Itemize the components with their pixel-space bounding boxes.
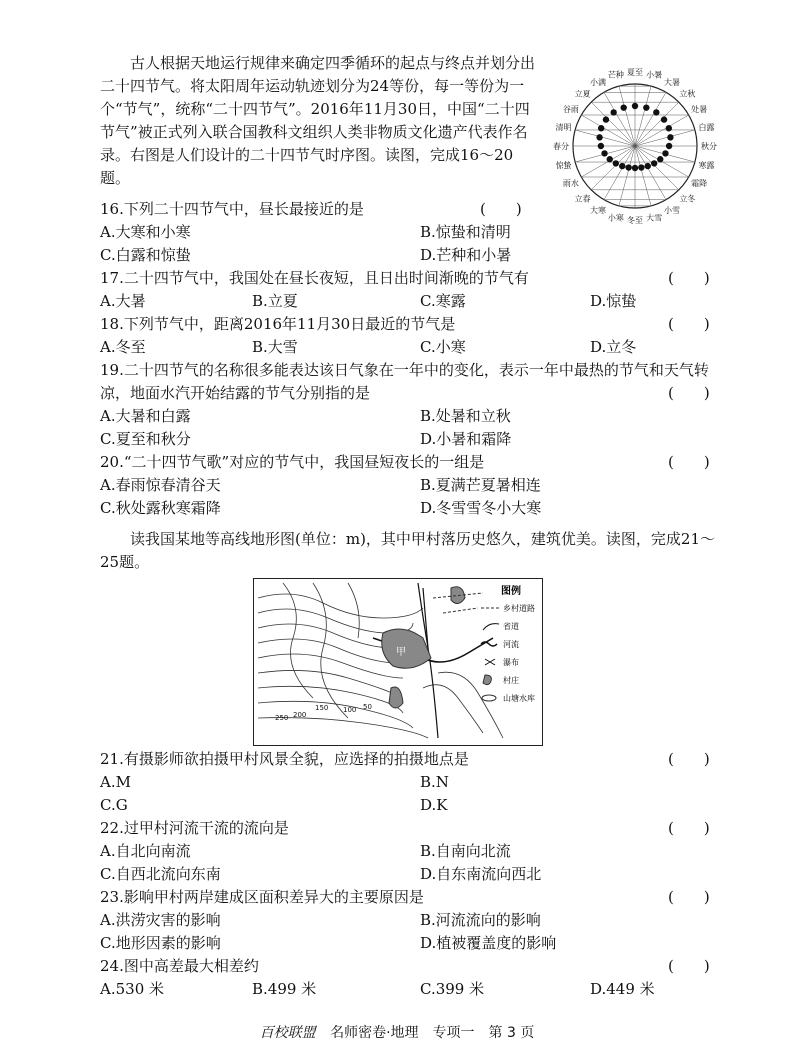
answer-bracket: ( ) bbox=[668, 269, 710, 287]
question-stem: 23.影响甲村两岸建成区面积差异大的主要原因是 bbox=[100, 888, 424, 906]
legend-item: 河流 bbox=[503, 640, 519, 649]
answer-bracket: ( ) bbox=[668, 819, 710, 837]
solar-term-label: 芒种 bbox=[607, 70, 624, 80]
question-stem: 18.下列节气中，距离2016年11月30日最近的节气是 bbox=[100, 315, 456, 333]
solar-term-label: 清明 bbox=[555, 122, 572, 132]
answer-bracket: ( ) bbox=[480, 200, 522, 218]
contour-label: 200 bbox=[293, 711, 307, 719]
option-a: A.大暑和白露 bbox=[100, 407, 191, 425]
option-d: D.立冬 bbox=[590, 338, 637, 356]
option-a: A.春雨惊春清谷天 bbox=[100, 476, 221, 494]
solar-term-label: 冬至 bbox=[627, 216, 643, 225]
option-b: B.夏满芒夏暑相连 bbox=[420, 476, 541, 494]
legend-item: 村庄 bbox=[503, 676, 519, 685]
answer-bracket: ( ) bbox=[668, 315, 710, 333]
option-c: C.夏至和秋分 bbox=[100, 430, 191, 448]
option-b: B.河流流向的影响 bbox=[420, 911, 541, 929]
question-stem: 20.“二十四节气歌”对应的节气中，我国昼短夜长的一组是 bbox=[100, 453, 485, 471]
solar-term-label: 处暑 bbox=[691, 105, 708, 114]
intro2-line1: 读我国某地等高线地形图(单位：m)，其中甲村落历史悠久，建筑优美。读图，完成21～ bbox=[130, 530, 716, 548]
answer-bracket: ( ) bbox=[668, 888, 710, 906]
contour-map bbox=[253, 578, 543, 746]
question-stem: 17.二十四节气中，我国处在昼长夜短，且日出时间渐晚的节气有 bbox=[100, 269, 529, 287]
option-b: B.499 米 bbox=[252, 980, 317, 998]
solar-term-label: 大寒 bbox=[590, 206, 606, 216]
question-stem-cont: 凉，地面水汽开始结露的节气分别指的是 bbox=[100, 384, 371, 402]
option-d: D.K bbox=[420, 796, 448, 814]
answer-bracket: ( ) bbox=[668, 750, 710, 768]
solar-term-label: 雨水 bbox=[562, 179, 579, 188]
village-label: 甲 bbox=[396, 647, 406, 658]
solar-term-label: 小雪 bbox=[664, 206, 680, 216]
page-footer bbox=[0, 1022, 794, 1042]
legend-item: 山塘水库 bbox=[503, 694, 535, 703]
solar-term-label: 立夏 bbox=[574, 89, 591, 99]
solar-term-label: 秋分 bbox=[701, 142, 717, 151]
option-c: C.自西北流向东南 bbox=[100, 865, 221, 883]
contour-label: 50 bbox=[363, 703, 372, 711]
footer-text: 名师密卷·地理 专项一 第 3 页 bbox=[330, 1025, 535, 1041]
answer-bracket: ( ) bbox=[668, 384, 710, 402]
option-b: B.处暑和立秋 bbox=[420, 407, 511, 425]
solar-term-label: 小寒 bbox=[607, 213, 624, 223]
legend-item: 乡村道路 bbox=[503, 604, 535, 613]
option-d: D.冬雪雪冬小大寒 bbox=[420, 499, 542, 517]
option-d: D.449 米 bbox=[590, 980, 655, 998]
solar-term-label: 夏至 bbox=[627, 68, 643, 77]
question-stem: 19.二十四节气的名称很多能表达该日气象在一年中的变化，表示一年中最热的节气和天气转 bbox=[100, 361, 709, 379]
option-c: C.地形因素的影响 bbox=[100, 934, 221, 952]
solar-term-label: 大暑 bbox=[664, 77, 680, 87]
option-c: C.399 米 bbox=[420, 980, 485, 998]
solar-term-label: 小满 bbox=[590, 77, 606, 87]
legend-item: 省道 bbox=[503, 622, 519, 631]
solar-term-label: 大雪 bbox=[646, 213, 663, 223]
solar-term-label: 惊蛰 bbox=[555, 161, 572, 171]
solar-terms-diagram bbox=[545, 58, 725, 238]
option-b: B.大雪 bbox=[252, 338, 298, 356]
solar-term-label: 立冬 bbox=[679, 194, 696, 204]
option-c: C.寒露 bbox=[420, 292, 466, 310]
question-stem: 21.有摄影师欲拍摄甲村风景全貌，应选择的拍摄地点是 bbox=[100, 750, 469, 768]
option-b: B.N bbox=[420, 773, 449, 791]
option-d: D.植被覆盖度的影响 bbox=[420, 934, 557, 952]
brand-logo: 百校联盟 bbox=[259, 1025, 316, 1041]
option-d: D.惊蛰 bbox=[590, 292, 637, 310]
solar-term-label: 立秋 bbox=[679, 89, 696, 99]
solar-term-label: 小暑 bbox=[646, 70, 663, 80]
intro-paragraph: 古人根据天地运行规律来确定四季循环的起点与终点并划分出二十四节气。将太阳周年运动轨迹划分为24等份，每一等份为一个“节气”，统称“二十四节气”。2016年11月30日，中国“二十四节气”被正式列入联合国教科文组织人类非物质文化遗产代表作名录。右图是人们设计的二十四节气时序图。读图，完成16～20题。 bbox=[100, 54, 536, 187]
solar-term-label: 霜降 bbox=[691, 179, 708, 188]
option-a: A.M bbox=[100, 773, 131, 791]
legend-item: 瀑布 bbox=[503, 658, 519, 667]
answer-bracket: ( ) bbox=[668, 957, 710, 975]
solar-term-label: 谷雨 bbox=[562, 105, 579, 114]
contour-label: 150 bbox=[315, 704, 329, 712]
option-c: C.G bbox=[100, 796, 128, 814]
solar-term-label: 白露 bbox=[698, 122, 715, 132]
option-a: A.大寒和小寒 bbox=[100, 223, 191, 241]
solar-term-label: 立春 bbox=[574, 194, 591, 204]
option-b: B.自南向北流 bbox=[420, 842, 511, 860]
intro2-line2: 25题。 bbox=[100, 553, 150, 571]
option-a: A.530 米 bbox=[100, 980, 164, 998]
option-b: B.立夏 bbox=[252, 292, 298, 310]
solar-term-label: 春分 bbox=[553, 142, 569, 151]
option-d: D.小暑和霜降 bbox=[420, 430, 512, 448]
question-stem: 22.过甲村河流干流的流向是 bbox=[100, 819, 289, 837]
option-b: B.惊蛰和清明 bbox=[420, 223, 511, 241]
answer-bracket: ( ) bbox=[668, 453, 710, 471]
question-stem: 24.图中高差最大相差约 bbox=[100, 957, 259, 975]
option-d: D.自东南流向西北 bbox=[420, 865, 542, 883]
option-c: C.白露和惊蛰 bbox=[100, 246, 191, 264]
option-a: A.自北向南流 bbox=[100, 842, 191, 860]
contour-label: 250 bbox=[275, 714, 289, 722]
contour-label: 100 bbox=[343, 706, 357, 714]
option-c: C.秋处露秋寒霜降 bbox=[100, 499, 221, 517]
question-stem: 16.下列二十四节气中，昼长最接近的是 bbox=[100, 200, 364, 218]
option-a: A.冬至 bbox=[100, 338, 146, 356]
option-a: A.洪涝灾害的影响 bbox=[100, 911, 221, 929]
option-c: C.小寒 bbox=[420, 338, 466, 356]
option-a: A.大暑 bbox=[100, 292, 146, 310]
legend-title: 图例 bbox=[501, 586, 521, 597]
solar-term-label: 寒露 bbox=[698, 161, 715, 171]
option-d: D.芒种和小暑 bbox=[420, 246, 512, 264]
